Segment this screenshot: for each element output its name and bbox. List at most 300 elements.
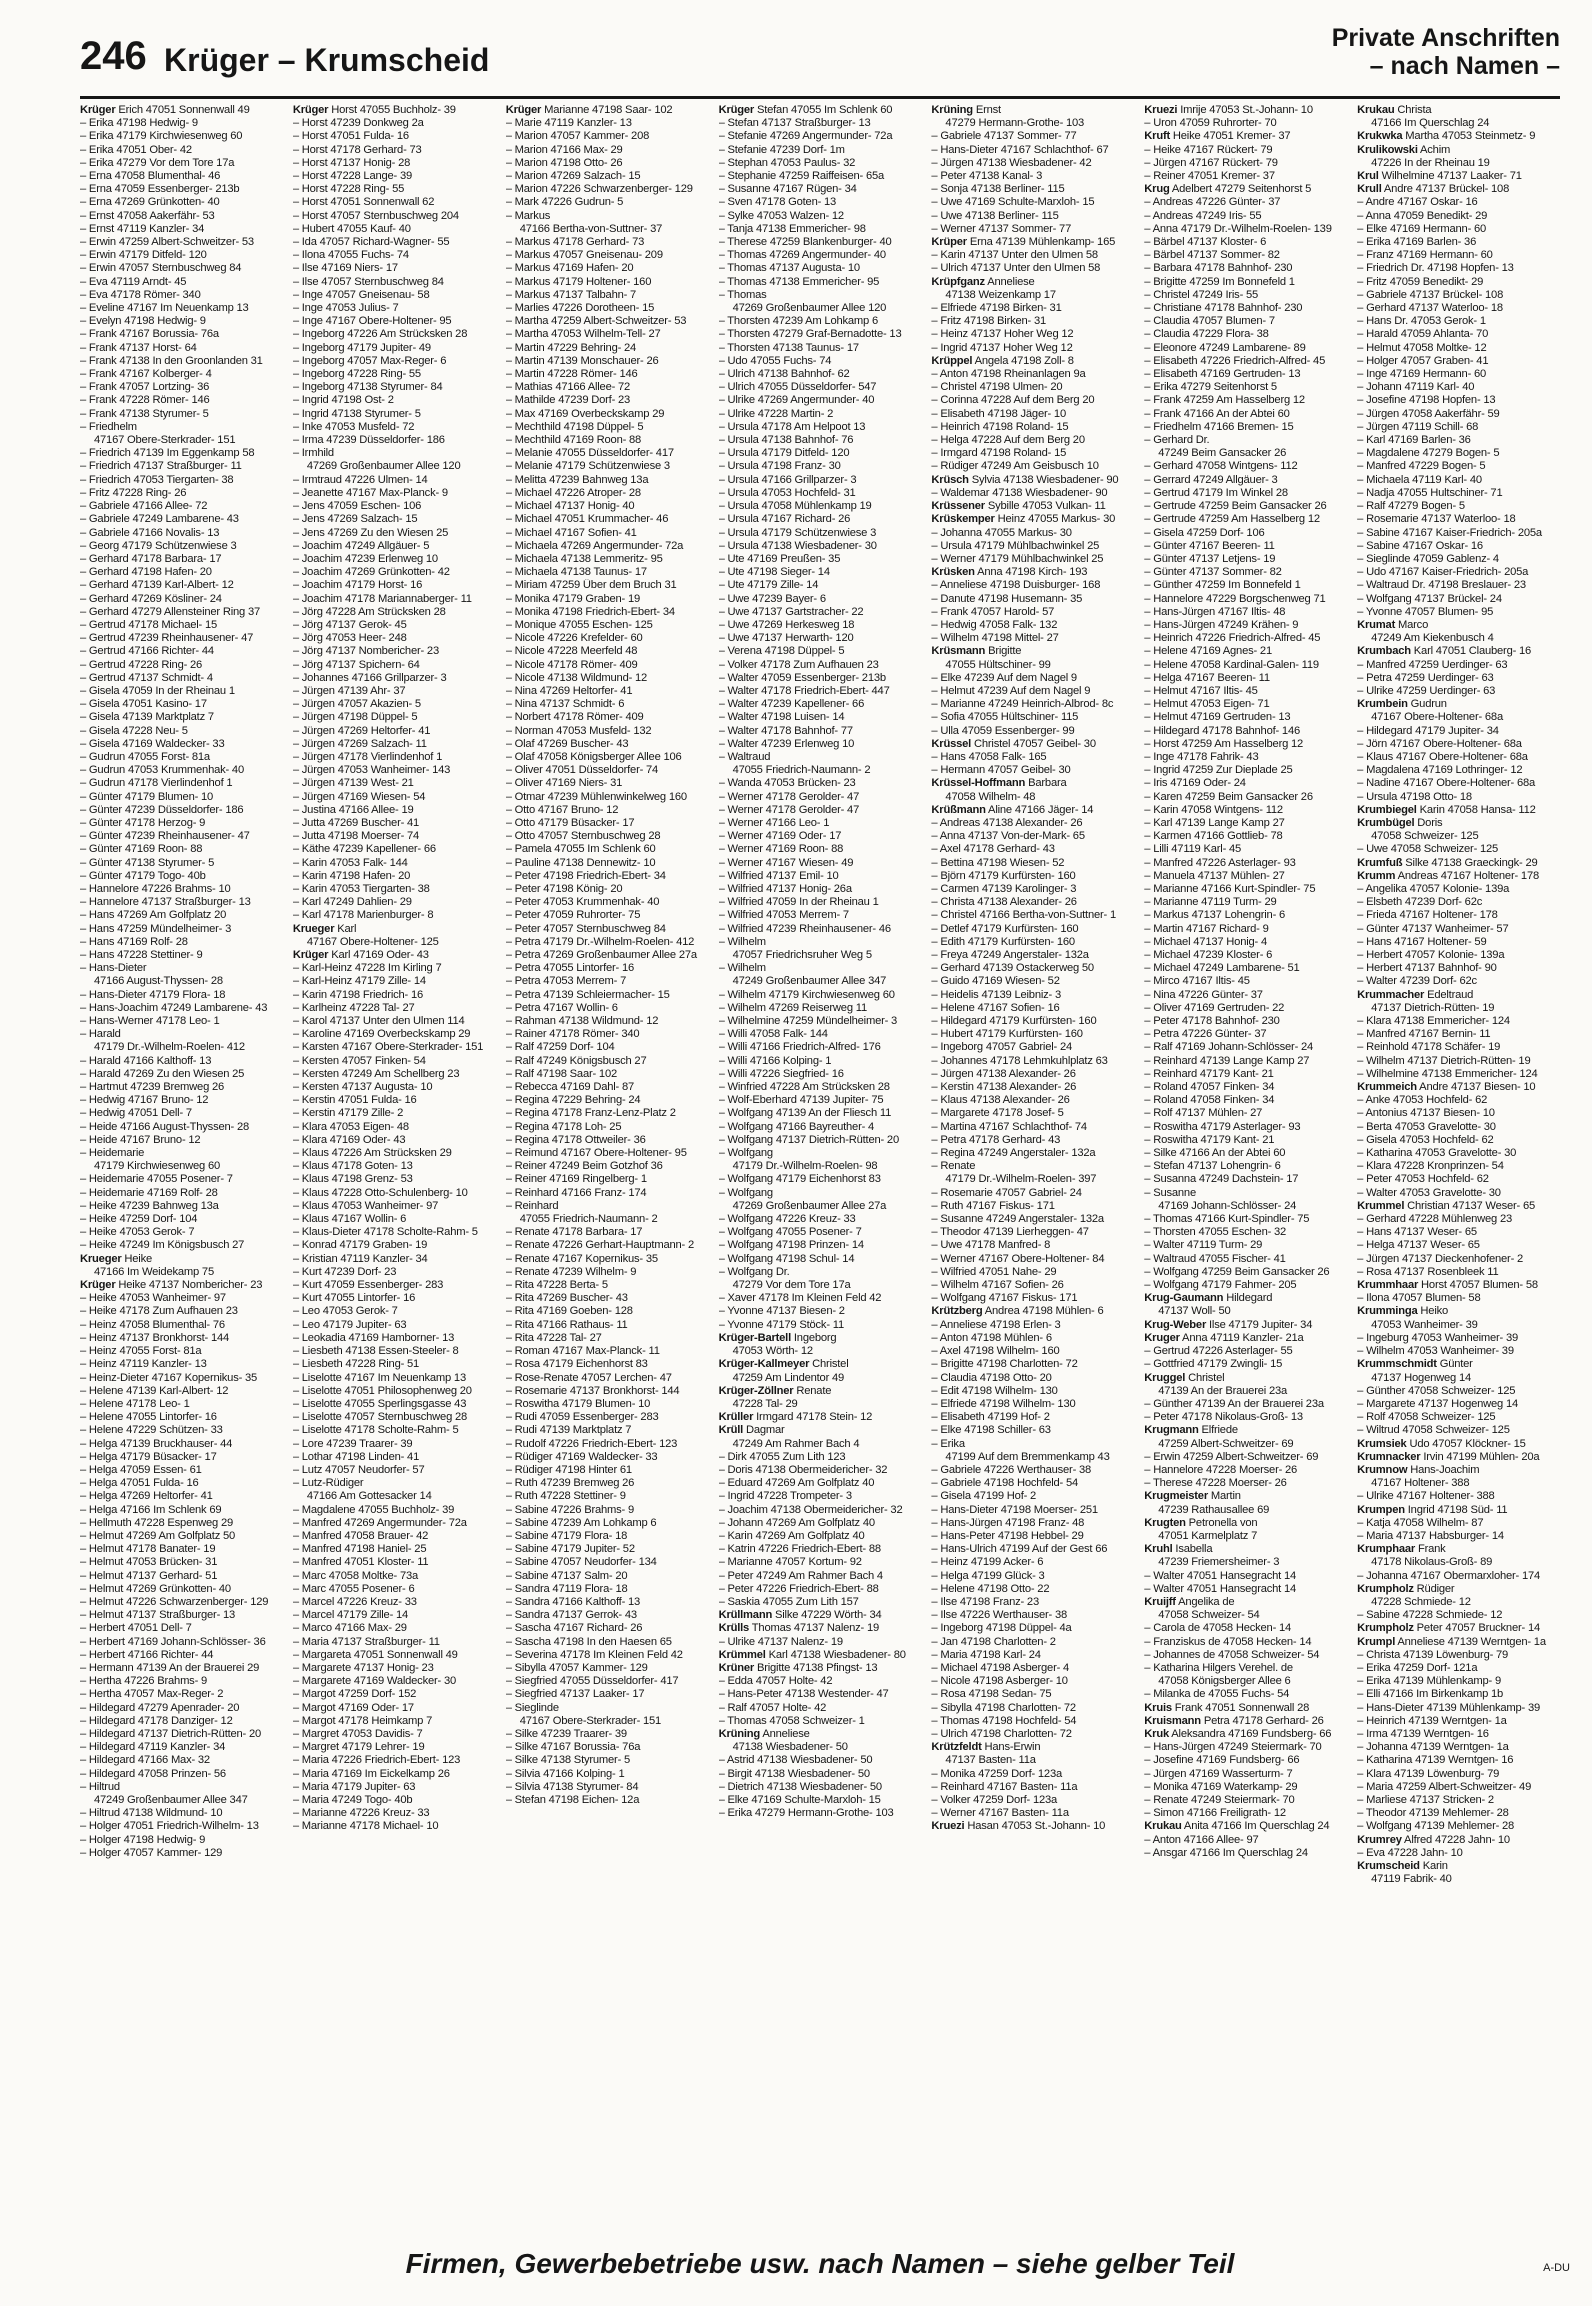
entry-text: – Rosemarie 47057 Gabriel- 24 bbox=[931, 1186, 1082, 1199]
entry-text: – Horst 47051 Fulda- 16 bbox=[292, 130, 409, 143]
directory-entry bbox=[1357, 896, 1560, 909]
entry-text: – Petra 47226 Günter- 37 bbox=[1144, 1028, 1267, 1041]
directory-entry bbox=[931, 1754, 1134, 1767]
directory-entry bbox=[80, 1556, 283, 1569]
directory-entry bbox=[293, 1438, 496, 1451]
directory-entry bbox=[80, 262, 283, 275]
entry-text: 47179 Dr.-Wilhelm-Roelen- 412 bbox=[94, 1041, 245, 1054]
directory-entry bbox=[80, 1438, 283, 1451]
entry-text: 47051 Karmelplatz 7 bbox=[1158, 1529, 1258, 1542]
entry-text: – Hildegard 47178 Bahnhof- 146 bbox=[1144, 724, 1301, 737]
surname-heading: Kruezi bbox=[931, 1820, 965, 1833]
directory-entry bbox=[506, 857, 709, 870]
entry-text: Sybille 47053 Vulkan- 11 bbox=[984, 500, 1106, 513]
directory-entry bbox=[719, 764, 922, 777]
directory-entry bbox=[293, 1609, 496, 1622]
directory-entry bbox=[80, 698, 283, 711]
directory-entry bbox=[506, 262, 709, 275]
entry-text: – Michael 47137 Honig- 4 bbox=[1144, 935, 1267, 948]
directory-entry bbox=[1357, 1490, 1560, 1503]
directory-entry bbox=[719, 289, 922, 302]
entry-text: – Joachim 47239 Erlenweg 10 bbox=[292, 552, 438, 565]
directory-entry bbox=[506, 1187, 709, 1200]
entry-text: – Renate 47249 Steiermark- 70 bbox=[1144, 1794, 1295, 1806]
entry-text: – Klaus 47167 Wollin- 6 bbox=[292, 1213, 407, 1226]
directory-entry bbox=[293, 1213, 496, 1226]
entry-text: – Edit 47198 Wilhelm- 130 bbox=[931, 1384, 1058, 1397]
directory-entry bbox=[80, 1213, 283, 1226]
directory-entry bbox=[293, 130, 496, 143]
directory-entry bbox=[1357, 1873, 1560, 1886]
entry-text: – Waltraud bbox=[718, 750, 771, 763]
entry-text: Alfred 47228 Jahn- 10 bbox=[1401, 1833, 1510, 1846]
entry-text: Ilse 47179 Jupiter- 34 bbox=[1206, 1318, 1313, 1331]
entry-text: 47053 Wanheimer- 39 bbox=[1371, 1318, 1478, 1331]
directory-entry bbox=[931, 1332, 1134, 1345]
entry-text: – Peter 47198 Friedrich-Ebert- 34 bbox=[505, 869, 666, 882]
directory-entry bbox=[1357, 1319, 1560, 1332]
entry-text: – Reinhard 47166 Franz- 174 bbox=[505, 1186, 647, 1199]
directory-entry bbox=[293, 315, 496, 328]
directory-entry bbox=[719, 1636, 922, 1649]
surname-heading: Krützfeldt bbox=[931, 1741, 982, 1754]
section-heading bbox=[1332, 24, 1560, 80]
entry-text: – Margarete 47137 Hogenweg 14 bbox=[1357, 1397, 1519, 1410]
entry-text: – Christa 47138 Alexander- 26 bbox=[931, 896, 1077, 909]
entry-text: Ingrid 47198 Süd- 11 bbox=[1404, 1503, 1508, 1516]
directory-entry bbox=[1144, 632, 1347, 645]
entry-text: – Kerstin 47179 Zille- 2 bbox=[292, 1107, 404, 1120]
entry-text: – Helga 47059 Essen- 61 bbox=[80, 1463, 202, 1476]
entry-text: – Rolf 47058 Schweizer- 125 bbox=[1357, 1411, 1496, 1424]
directory-entry bbox=[1144, 685, 1347, 698]
directory-entry bbox=[293, 1741, 496, 1754]
directory-entry bbox=[931, 1121, 1134, 1134]
directory-entry bbox=[719, 1741, 922, 1754]
entry-text: Heinz 47055 Markus- 30 bbox=[994, 513, 1116, 526]
entry-text: 47279 Vor dem Tore 17a bbox=[732, 1279, 851, 1292]
directory-entry bbox=[80, 1662, 283, 1675]
directory-entry bbox=[80, 1464, 283, 1477]
entry-text: – Marcel 47179 Zille- 14 bbox=[292, 1609, 409, 1622]
entry-text: – Helene 47178 Leo- 1 bbox=[80, 1397, 190, 1410]
directory-entry bbox=[719, 1121, 922, 1134]
surname-heading: Krummeich bbox=[1357, 1081, 1417, 1094]
entry-text: – Wolfgang 47226 Kreuz- 33 bbox=[718, 1213, 856, 1226]
entry-text: – Ulrike 47269 Angermunder- 40 bbox=[718, 394, 875, 407]
directory-entry bbox=[719, 1358, 922, 1371]
directory-entry bbox=[80, 1411, 283, 1424]
directory-entry bbox=[1357, 210, 1560, 223]
directory-entry bbox=[931, 1253, 1134, 1266]
entry-text: – Eva 47119 Arndt- 45 bbox=[80, 275, 187, 288]
directory-entry bbox=[719, 738, 922, 751]
surname-heading: Krumm bbox=[1357, 869, 1396, 882]
entry-text: – Renate 47167 Kopernikus- 35 bbox=[505, 1252, 658, 1265]
directory-entry bbox=[506, 1451, 709, 1464]
entry-text: – Hiltrud 47138 Wildmund- 10 bbox=[80, 1807, 223, 1820]
directory-entry bbox=[80, 764, 283, 777]
entry-text: – Nadja 47055 Hultschiner- 71 bbox=[1357, 486, 1503, 499]
directory-entry bbox=[719, 1596, 922, 1609]
directory-entry bbox=[293, 817, 496, 830]
entry-text: – Martin 47167 Richard- 9 bbox=[1144, 922, 1269, 935]
directory-entry bbox=[1357, 659, 1560, 672]
directory-entry bbox=[1357, 236, 1560, 249]
directory-entry bbox=[931, 804, 1134, 817]
directory-entry bbox=[719, 1398, 922, 1411]
entry-text: – Gerhard 47139 Ostackerweg 50 bbox=[931, 962, 1094, 975]
directory-entry bbox=[506, 1147, 709, 1160]
entry-text: Heike 47051 Kremer- 37 bbox=[1170, 130, 1291, 143]
directory-entry bbox=[80, 527, 283, 540]
directory-entry bbox=[506, 1372, 709, 1385]
entry-text: Frank bbox=[1415, 1543, 1446, 1556]
directory-entry bbox=[1144, 289, 1347, 302]
entry-text: – Leo 47179 Jupiter- 63 bbox=[292, 1318, 407, 1331]
directory-entry bbox=[1357, 1596, 1560, 1609]
surname-heading: Krüning bbox=[931, 104, 973, 116]
directory-entry bbox=[80, 394, 283, 407]
entry-text: – Rudolf 47226 Friedrich-Ebert- 123 bbox=[505, 1437, 678, 1450]
entry-text: – Uwe 47269 Herkesweg 18 bbox=[718, 618, 855, 631]
directory-entry bbox=[719, 157, 922, 170]
entry-text: – Hildegard 47058 Prinzen- 56 bbox=[80, 1767, 226, 1780]
entry-text: Gudrun bbox=[1407, 698, 1447, 711]
entry-text: – Herbert 47169 Johann-Schlösser- 36 bbox=[80, 1635, 266, 1648]
directory-entry bbox=[1357, 1754, 1560, 1767]
entry-text: – Marianne 47178 Michael- 10 bbox=[292, 1820, 439, 1833]
directory-entry bbox=[719, 1266, 922, 1279]
entry-text: – Marianne 47249 Heinrich-Albrod- 8c bbox=[931, 698, 1114, 711]
directory-entry bbox=[506, 500, 709, 513]
directory-entry bbox=[719, 553, 922, 566]
directory-entry bbox=[80, 1121, 283, 1134]
directory-entry bbox=[719, 1715, 922, 1728]
entry-text: – Liesbeth 47138 Essen-Steeler- 8 bbox=[292, 1345, 459, 1358]
entry-text: Silke 47229 Wörth- 34 bbox=[772, 1609, 882, 1622]
directory-entry bbox=[506, 725, 709, 738]
entry-text: 47137 Woll- 50 bbox=[1158, 1305, 1231, 1318]
entry-text: – Gertrud 47179 Im Winkel 28 bbox=[1144, 486, 1288, 499]
entry-text: – Melitta 47239 Bahnweg 13a bbox=[505, 473, 649, 486]
entry-text: – Wanda 47053 Brücken- 23 bbox=[718, 777, 856, 790]
entry-text: – Franz 47169 Hermann- 60 bbox=[1357, 249, 1493, 262]
directory-entry bbox=[80, 1609, 283, 1622]
directory-entry bbox=[80, 579, 283, 592]
directory-entry bbox=[80, 659, 283, 672]
directory-entry bbox=[931, 830, 1134, 843]
directory-entry bbox=[80, 1688, 283, 1701]
directory-entry bbox=[1357, 1609, 1560, 1622]
entry-text: – Ursula 47198 Otto- 18 bbox=[1357, 790, 1472, 803]
directory-entry bbox=[719, 593, 922, 606]
entry-text: – Wilhelm 47269 Reiserweg 11 bbox=[718, 1001, 867, 1014]
directory-entry bbox=[719, 1253, 922, 1266]
directory-entry bbox=[719, 381, 922, 394]
directory-entry bbox=[506, 513, 709, 526]
entry-text: – Liselotte 47167 Im Neuenkamp 13 bbox=[292, 1371, 466, 1384]
directory-entry bbox=[80, 157, 283, 170]
entry-text: – Hertha 47226 Brahms- 9 bbox=[80, 1675, 208, 1688]
directory-entry bbox=[506, 368, 709, 381]
directory-entry bbox=[931, 1345, 1134, 1358]
directory-entry bbox=[1357, 685, 1560, 698]
directory-entry bbox=[931, 527, 1134, 540]
directory-entry bbox=[719, 962, 922, 975]
directory-entry bbox=[293, 1702, 496, 1715]
entry-text: – Mirco 47167 Iltis- 45 bbox=[1144, 975, 1250, 988]
entry-text: – Peter 47138 Kanal- 3 bbox=[931, 170, 1043, 183]
directory-entry bbox=[293, 1372, 496, 1385]
directory-entry bbox=[1357, 711, 1560, 724]
entry-text: – Monika 47169 Waterkamp- 29 bbox=[1144, 1780, 1298, 1793]
directory-entry bbox=[1144, 1543, 1347, 1556]
directory-entry bbox=[1357, 909, 1560, 922]
directory-entry bbox=[506, 1332, 709, 1345]
entry-text: – Uwe 47178 Manfred- 8 bbox=[931, 1239, 1051, 1252]
surname-heading: Krugmann bbox=[1144, 1424, 1199, 1437]
directory-entry bbox=[80, 355, 283, 368]
entry-text: – Ursula 47138 Wiesbadener- 30 bbox=[718, 539, 877, 552]
directory-entry bbox=[80, 685, 283, 698]
entry-text: – Erna 47269 Grünkotten- 40 bbox=[80, 196, 220, 209]
entry-text: 47058 Schweizer- 125 bbox=[1371, 830, 1479, 843]
directory-entry bbox=[1144, 1583, 1347, 1596]
directory-entry bbox=[719, 1688, 922, 1701]
directory-entry bbox=[1144, 1094, 1347, 1107]
directory-entry bbox=[719, 1226, 922, 1239]
directory-entry bbox=[80, 738, 283, 751]
directory-entry bbox=[1357, 1636, 1560, 1649]
entry-text: – Jürgen 47167 Rückert- 79 bbox=[1144, 156, 1278, 169]
directory-entry bbox=[293, 764, 496, 777]
entry-text: – Rita 47269 Buscher- 43 bbox=[505, 1292, 628, 1305]
entry-text: – Günther 47139 An der Brauerei 23a bbox=[1144, 1397, 1324, 1410]
entry-text: – Markus 47179 Holtener- 160 bbox=[505, 275, 652, 288]
directory-entry bbox=[506, 1253, 709, 1266]
entry-text: – Hildegard 47137 Dietrich-Rütten- 20 bbox=[80, 1727, 262, 1740]
entry-text: – Elsbeth 47239 Dorf- 62c bbox=[1357, 896, 1483, 909]
entry-text: – Olaf 47058 Königsberger Allee 106 bbox=[505, 750, 682, 763]
directory-entry bbox=[80, 104, 283, 117]
directory-entry bbox=[1357, 1002, 1560, 1015]
directory-entry bbox=[293, 1319, 496, 1332]
directory-entry bbox=[1144, 791, 1347, 804]
entry-text: – Monika 47198 Friedrich-Ebert- 34 bbox=[505, 605, 675, 618]
surname-heading: Kruis bbox=[1144, 1701, 1172, 1714]
directory-entry bbox=[293, 804, 496, 817]
directory-entry bbox=[506, 144, 709, 157]
entry-text: Ingeborg bbox=[790, 1331, 837, 1344]
entry-text: 47166 August-Thyssen- 28 bbox=[94, 975, 223, 988]
directory-entry bbox=[1144, 949, 1347, 962]
directory-entry bbox=[931, 553, 1134, 566]
surname-heading: Krummacher bbox=[1357, 988, 1425, 1001]
directory-entry bbox=[1144, 381, 1347, 394]
entry-text: – Walter 47178 Bahnhof- 77 bbox=[718, 724, 853, 737]
directory-entry bbox=[506, 619, 709, 632]
entry-text: – Erwin 47057 Sternbuschweg 84 bbox=[80, 262, 242, 275]
directory-entry bbox=[1144, 1028, 1347, 1041]
entry-text: – Gertrud 47178 Michael- 15 bbox=[80, 618, 218, 631]
directory-entry bbox=[506, 1688, 709, 1701]
directory-entry bbox=[1144, 1596, 1347, 1609]
directory-entry bbox=[506, 170, 709, 183]
directory-entry bbox=[1357, 1741, 1560, 1754]
entry-text: – Helga 47167 Beeren- 11 bbox=[1144, 671, 1270, 684]
directory-entry bbox=[293, 1530, 496, 1543]
directory-column bbox=[506, 104, 709, 2240]
surname-heading: Krüssener bbox=[931, 500, 985, 513]
directory-entry bbox=[1357, 1200, 1560, 1213]
entry-text: – Walter 47119 Turm- 29 bbox=[1144, 1239, 1263, 1252]
entry-text: – Andreas 47138 Alexander- 26 bbox=[931, 816, 1083, 829]
entry-text: – Rita 47169 Goeben- 128 bbox=[505, 1305, 633, 1318]
entry-text: Andreas 47167 Holtener- 178 bbox=[1395, 869, 1539, 882]
directory-entry bbox=[931, 1451, 1134, 1464]
directory-entry bbox=[719, 777, 922, 790]
entry-text: – Heinz 47055 Forst- 81a bbox=[80, 1345, 202, 1358]
entry-text: – Harald 47059 Ahlanta- 70 bbox=[1357, 328, 1489, 341]
directory-entry bbox=[1357, 1517, 1560, 1530]
entry-text: – Karin 47269 Am Golfplatz 40 bbox=[718, 1529, 865, 1542]
directory-entry bbox=[1357, 553, 1560, 566]
entry-text: – Werner 47167 Wiesen- 49 bbox=[718, 856, 854, 869]
surname-heading: Krug-Weber bbox=[1144, 1318, 1207, 1331]
directory-entry bbox=[719, 711, 922, 724]
directory-entry bbox=[80, 1543, 283, 1556]
directory-entry bbox=[80, 540, 283, 553]
entry-text: – Hedwig 47167 Bruno- 12 bbox=[80, 1094, 209, 1107]
entry-text: – Waltraud Dr. 47198 Breslauer- 23 bbox=[1357, 579, 1526, 592]
directory-entry bbox=[931, 896, 1134, 909]
surname-heading: Krull bbox=[1357, 183, 1382, 196]
entry-text: – Birgit 47138 Wiesbadener- 50 bbox=[718, 1767, 870, 1780]
surname-heading: Krüger bbox=[292, 949, 329, 961]
entry-text: Angelika de bbox=[1175, 1595, 1235, 1608]
directory-entry bbox=[293, 711, 496, 724]
directory-entry bbox=[293, 355, 496, 368]
entry-text: – Siegfried 47137 Laaker- 17 bbox=[505, 1688, 645, 1701]
entry-text: – Marcel 47226 Kreuz- 33 bbox=[292, 1595, 417, 1608]
directory-entry bbox=[293, 1002, 496, 1015]
directory-entry bbox=[1357, 1015, 1560, 1028]
directory-entry bbox=[506, 1081, 709, 1094]
directory-entry bbox=[293, 1147, 496, 1160]
entry-text: 47137 Hogenweg 14 bbox=[1371, 1371, 1472, 1384]
surname-heading: Krüper bbox=[931, 236, 967, 249]
surname-heading: Krugmeister bbox=[1144, 1490, 1208, 1503]
surname-heading: Krug-Gaumann bbox=[1144, 1292, 1224, 1305]
entry-text: Aline 47166 Jäger- 14 bbox=[985, 803, 1094, 816]
entry-text: – Martin 47139 Monschauer- 26 bbox=[505, 354, 659, 367]
entry-text: – Sabine 47137 Salm- 20 bbox=[505, 1569, 628, 1582]
directory-entry bbox=[293, 1253, 496, 1266]
entry-text: – Monika 47179 Graben- 19 bbox=[505, 592, 641, 605]
surname-heading: Krukau bbox=[1144, 1820, 1182, 1833]
directory-entry bbox=[293, 289, 496, 302]
directory-entry bbox=[719, 355, 922, 368]
directory-entry bbox=[80, 1504, 283, 1517]
directory-entry bbox=[719, 989, 922, 1002]
entry-text: – Angelika 47057 Kolonie- 139a bbox=[1357, 882, 1510, 895]
entry-text: – Ursula 47179 Mühlbachwinkel 25 bbox=[931, 539, 1100, 552]
directory-entry bbox=[1357, 949, 1560, 962]
entry-text: – Heike 47053 Gerok- 7 bbox=[80, 1226, 195, 1239]
directory-entry bbox=[506, 949, 709, 962]
directory-entry bbox=[719, 883, 922, 896]
directory-column bbox=[931, 104, 1134, 2240]
entry-text: Wilhelmine 47137 Laaker- 71 bbox=[1378, 170, 1522, 183]
directory-entry bbox=[931, 1173, 1134, 1186]
entry-text: Hans-Joachim bbox=[1407, 1463, 1480, 1476]
entry-text: – Wolf-Eberhard 47139 Jupiter- 75 bbox=[718, 1094, 884, 1107]
directory-entry bbox=[293, 1517, 496, 1530]
entry-text: – Petra 47167 Wollin- 6 bbox=[505, 1001, 618, 1014]
entry-text: Thomas 47137 Nalenz- 19 bbox=[749, 1622, 880, 1635]
directory-entry bbox=[1357, 500, 1560, 513]
entry-text: – Margarete 47169 Waldecker- 30 bbox=[292, 1675, 456, 1688]
entry-text: – Wilfried 47059 In der Rheinau 1 bbox=[718, 896, 879, 909]
entry-text: – Ulrike 47167 Holtener- 388 bbox=[1357, 1490, 1495, 1503]
surname-heading: Krüger bbox=[718, 104, 755, 116]
directory-entry bbox=[293, 408, 496, 421]
directory-entry bbox=[506, 1715, 709, 1728]
directory-entry bbox=[1357, 1107, 1560, 1120]
directory-entry bbox=[80, 289, 283, 302]
directory-entry bbox=[1357, 1728, 1560, 1741]
entry-text: – Anneliese 47198 Erlen- 3 bbox=[931, 1318, 1061, 1331]
page-number: 246 bbox=[80, 34, 147, 78]
entry-text: – Anton 47198 Rheinanlagen 9a bbox=[931, 368, 1086, 381]
directory-entry bbox=[1357, 579, 1560, 592]
entry-text: – Helmut 47226 Schwarzenberger- 129 bbox=[80, 1595, 269, 1608]
entry-text: Barbara bbox=[1025, 777, 1067, 790]
directory-entry bbox=[1144, 487, 1347, 500]
directory-entry bbox=[293, 394, 496, 407]
entry-text: 47169 Johann-Schlösser- 24 bbox=[1158, 1199, 1297, 1212]
surname-heading: Krumpholz bbox=[1357, 1582, 1414, 1595]
directory-entry bbox=[719, 1662, 922, 1675]
entry-text: – Margret 47179 Lehrer- 19 bbox=[292, 1741, 425, 1754]
directory-entry bbox=[719, 1451, 922, 1464]
entry-text: – Katharina 47139 Werntgen- 16 bbox=[1357, 1754, 1514, 1767]
directory-entry bbox=[931, 1411, 1134, 1424]
entry-text: – Pauline 47138 Dennewitz- 10 bbox=[505, 856, 656, 869]
entry-text: – Günter 47179 Togo- 40b bbox=[80, 869, 206, 882]
directory-entry bbox=[1144, 672, 1347, 685]
directory-entry bbox=[80, 923, 283, 936]
entry-text: – Heike 47259 Dorf- 104 bbox=[80, 1213, 198, 1226]
directory-entry bbox=[293, 434, 496, 447]
directory-entry bbox=[506, 870, 709, 883]
directory-entry bbox=[931, 1636, 1134, 1649]
directory-entry bbox=[931, 566, 1134, 579]
entry-text: – Gottfried 47179 Zwingli- 15 bbox=[1144, 1358, 1283, 1371]
directory-entry bbox=[719, 540, 922, 553]
entry-text: – Heinz 47137 Bronkhorst- 144 bbox=[80, 1331, 230, 1344]
directory-entry bbox=[293, 1187, 496, 1200]
entry-text: – Kersten 47137 Augusta- 10 bbox=[292, 1081, 433, 1094]
directory-entry bbox=[506, 817, 709, 830]
directory-entry bbox=[506, 434, 709, 447]
surname-heading: Krumsiek bbox=[1357, 1437, 1407, 1450]
surname-heading: Krüger bbox=[80, 1279, 116, 1292]
entry-text: – Margot 47178 Heimkamp 7 bbox=[292, 1714, 433, 1727]
entry-text: – Hans 47169 Rolf- 28 bbox=[80, 935, 188, 948]
directory-entry bbox=[293, 777, 496, 790]
